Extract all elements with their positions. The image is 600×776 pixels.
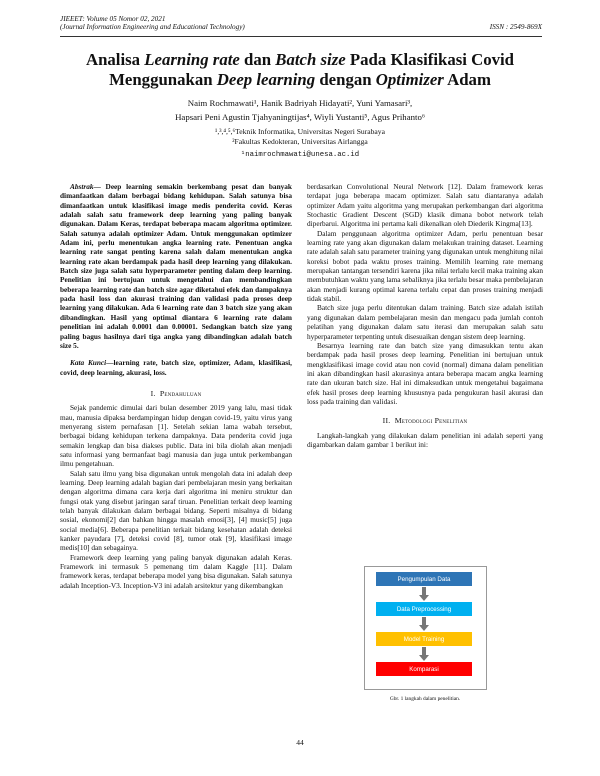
flow-step-3 (376, 632, 472, 646)
flow-step-label: Data Preprocessing (396, 605, 452, 613)
figure-caption: Gbr. 1 langkah dalam penelitian. (389, 696, 461, 702)
title-text-italic: Deep learning (216, 70, 316, 89)
right-paragraph-2: Dalam penggunaan algoritma optimizer Adam, perlu penentuan besar learning rate yang akan digunakan dalam melakukan training dataset. Learning rate adalah salah satu parameter training yang digunakan untuk menghitung nilai koreksi bobot pada waktu proses training. Memilih learning rate memang merupakan tantangan tersendiri karena jika nilai terlalu kecil maka training akan membutuhkan waktu yang lama sebaliknya jika terlalu besar maka pembelajaran akan menjadi kurang optimal karena terlalu cepat dan proses training menjadi tidak stabil. (307, 228, 543, 304)
section-heading-method (307, 416, 543, 425)
section-number: II. (382, 416, 391, 426)
author-list-2: Hapsari Peni Agustin Tjahyaningtijas⁴, Wiyli Yustanti⁵, Agus Prihanto⁶ (175, 112, 425, 122)
journal-line-2: (Journal Information Engineering and Educational Technology) (60, 23, 245, 32)
affiliation-1: ¹,³,⁴,⁵,⁶Teknik Informatika, Universitas Negeri Surabaya (215, 127, 385, 136)
intro-paragraph-2: Salah satu ilmu yang bisa digunakan untuk mengolah data ini adalah deep learning. Deep learning adalah bagian dari pembelajaran mesin yang berkaitan dengan algoritma dimana cara kerja dari algoritma ini meniru struktur dan fungsi otak yang disebut jaringan saraf tiruan. Penelitian terkait deep learning telah banyak dilakukan dalam berbagai bidang. Seperti misalnya di bidang sosial, ekonomi[2] dan bahkan hingga masalah emosi[3], [4] music[5] juga social media[6]. Beberapa penelitian terkait bidang kesehatan adalah deteksi kanker payudara [7], deteksi covid [8], tumor otak [9], klasifikasi image medis[10] dan sebagainya. (60, 468, 292, 553)
header-rule (60, 36, 542, 37)
title-text-italic: Batch size (275, 50, 346, 69)
intro-paragraph-1: Sejak pandemic dimulai dari bulan desember 2019 yang lalu, masi tidak mau, manusia dipaksa berdampingan hidup dengan covid-19, yaitu virus yang menyerang sistem pernafasan [1]. Setelah sekian lama wabah tersebut, berbagai bidang kehidupan terkena dampaknya. Data penderita covid juga semakin lengkap dan bisa diakses public. Data ini bila diolah akan menjadi satu informasi yang bermanfaat bagi manusia dan juga untuk perkembangan ilmu pengetahuan. (60, 403, 292, 469)
issn: ISSN : 2549-869X (489, 23, 542, 32)
abstract (60, 182, 292, 350)
journal-line-1: JIEEET: Volume 05 Nomor 02, 2021 (60, 15, 166, 23)
journal-name (60, 15, 245, 32)
section-number: I. (150, 388, 156, 398)
flow-step-2 (376, 602, 472, 616)
title-text: Menggunakan (109, 70, 217, 89)
flow-arrow-3 (419, 647, 429, 661)
right-column (307, 182, 543, 449)
author-list-1: Naim Rochmawati¹, Hanik Badriyah Hidayati², Yuni Yamasari³, (187, 98, 413, 108)
title-text-italic: Optimizer (375, 70, 444, 89)
section-title: Pendahuluan (159, 388, 202, 398)
abstract-label: Abstrak (70, 182, 94, 191)
keywords (60, 358, 292, 377)
right-paragraph-1: berdasarkan Convolutional Neural Network [12]. Dalam framework keras terdapat juga beberapa macam optimizer. Salah satu diantaranya adalah optimizer Adam yaitu algoritma yang merupakan perkembangan dari algoritma Stochastic Gradient Descent (SGD) klasik dimana bobot network telah diperbarui. Algoritma ini pertama kali dikenalkan oleh Diederik Kingma[13]. (307, 182, 543, 229)
flow-step-label: Komparasi (409, 665, 439, 673)
title-text: dengan (315, 70, 376, 89)
right-paragraph-3: Batch size juga perlu ditentukan dalam training. Batch size adalah istilah yang digunakan dalam pembelajaran mesin dan mengacu pada jumlah contoh pelatihan yang digunakan dalam satu iterasi dan merupakan salah satu hyperparameter terpenting untuk disesuaikan dengan sistem deep learning. (307, 303, 543, 341)
intro-paragraph-3: Framework deep learning yang paling banyak digunakan adalah Keras. Framework ini termasuk 5 pemenang tim dalam Kaggle [11]. Dalam framework keras, terdapat beberapa model yang bisa digunakan. Salah satunya adalah Inception-V3. Inception-V3 ini adalah arsitektur yang dikembangkan (60, 552, 292, 590)
title-text: Pada Klasifikasi Covid (345, 50, 515, 69)
keywords-label: Kata Kunci (70, 358, 107, 368)
abstract-text: — Deep learning semakin berkembang pesat dan banyak dimanfaatkan dalam berbagai bidang kehidupan. Salah satunya bisa dimanfaatkan untuk klasifikasi image medis penderita covid. Keras adalah salah satu framework deep learning yang paling banyak digunakan. Dalam Keras, terdapat beberapa macam algoritma optimizer. Salah satunya adalah optimizer Adam. Untuk menggunakan optimizer Adam ini, perlu menentukan angka learning rate. Penentuan angka learning rate sangat penting karena salah dalam menentukan angka learning rate akan berdampak pada hasil deep learning yang dilakukan. Batch size juga salah satu hyperparameter penting dalam deep learning. Penelitian ini bertujuan untuk mengetahui dan membandingkan beberapa learning rate dan batch size agar diketahui efek dan dampaknya pada hasil loss dan akurasi training dan validasi pada proses deep learning yang dilakukan. Ada 6 learning rate dan 3 batch size yang akan dibandingkan. Hasil yang optimal diantara 6 learning rate dalam penelitian ini adalah 0.0001 dan 0.00001. Sedangkan batch size yang paling bagus hasilnya dari tiga angka yang dibandingkan adalah batch size 5. (60, 182, 292, 350)
flow-arrow-2 (419, 617, 429, 631)
flow-step-4 (376, 662, 472, 676)
flow-step-1 (376, 572, 472, 586)
method-paragraph: Langkah-langkah yang dilakukan dalam penelitian ini adalah seperti yang digambarkan dalam gambar 1 berikut ini: (307, 430, 543, 449)
title-text: Analisa (85, 50, 145, 69)
section-title: Metodologi Penelitian (394, 416, 468, 426)
keywords-text: —learning rate, batch size, optimizer, Adam, klasifikasi, covid, deep learning, akurasi, loss. (60, 358, 293, 377)
right-paragraph-4: Besarnya learning rate dan batch size yang dimasukkan tentu akan berdampak pada hasil proses deep learning. Penelitian ini bertujuan untuk mengklasifikasi image covid atau non covid (normal) dimana dalam penelitian ini akan dibandingkan hasil akurasinya antara beberapa macam angka learning rate dan ukuran batch size. Hal ini dimaksudkan untuk mengetahui bagaimana efek hasil proses deep learning khususnya pada pengukuran hasil akurasi dan loss pada training dan validasi. (307, 340, 543, 406)
left-column (60, 182, 292, 590)
flow-arrow-1 (419, 587, 429, 601)
author-email[interactable]: ¹naimrochmawati@unesa.ac.id (240, 151, 360, 159)
paper-title (40, 50, 560, 90)
flow-step-label: Pengumpulan Data (397, 575, 451, 583)
title-text-italic: Learning rate (144, 50, 240, 69)
section-heading-intro (60, 389, 292, 398)
affiliation-2: ²Fakultas Kedokteran, Universitas Airlangga (232, 137, 368, 146)
title-text: Adam (443, 70, 491, 89)
page-number: 44 (296, 738, 304, 747)
title-text: dan (239, 50, 276, 69)
flow-step-label: Model Training (403, 635, 445, 643)
